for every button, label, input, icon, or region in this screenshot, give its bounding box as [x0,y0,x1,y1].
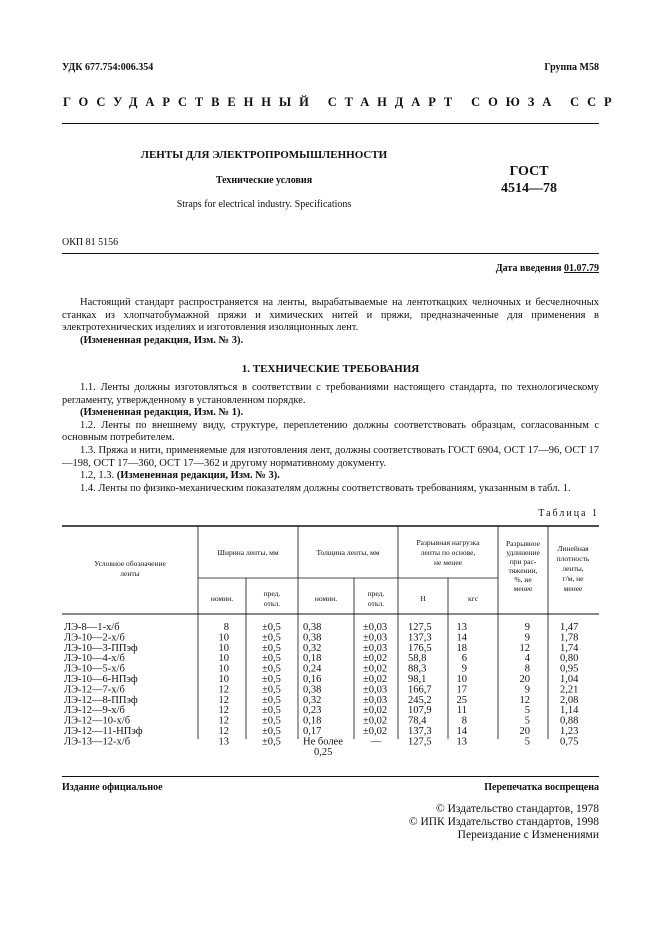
cell-elongation: 9 [524,622,530,633]
cell-thickness-tolerance: ±0,03 [363,642,388,654]
table-caption: Таблица 1 [538,508,599,519]
cell-linear-density: 0,75 [560,736,579,748]
cell-designation: ЛЭ-10—3-ППэф [64,642,138,654]
cell-thickness-nominal: 0,18 [303,715,322,727]
header-breaking-load: Разрывная нагрузка [416,538,480,547]
clause-1-1-note: (Измененная редакция, Изм. № 1). [80,407,244,419]
cell-thickness-nominal: 0,32 [303,694,322,706]
cell-thickness-tolerance: ±0,02 [363,705,388,717]
cell-width-nominal: 10 [218,653,229,665]
header-thickness-nominal: номин. [314,594,338,603]
cell-designation: ЛЭ-10—5-х/б [64,663,125,675]
document-title: ЛЕНТЫ ДЛЯ ЭЛЕКТРОПРОМЫШЛЕННОСТИ [140,149,388,161]
footer-rule [62,776,599,777]
cell-thickness-nominal: 0,18 [303,653,322,665]
cell-thickness-tolerance: — [370,736,382,748]
cell-width-tolerance: ±0,5 [262,632,281,644]
cell-width-tolerance: ±0,5 [262,726,281,737]
cell-width-nominal: 12 [218,694,229,706]
cell-load-newton: 166,7 [408,684,432,696]
group-code: Группа М58 [544,62,599,73]
cell-elongation: 12 [519,694,530,706]
header-breaking-load: не менее [434,558,462,567]
reissue-note: Переиздание с Изменениями [457,829,599,841]
cell-thickness-nominal: Не более [303,736,343,748]
cell-width-nominal: 12 [218,705,229,717]
cell-linear-density: 2,21 [560,684,579,696]
cell-thickness-nominal: 0,17 [303,726,322,737]
cell-linear-density: 1,23 [560,726,579,737]
cell-elongation: 5 [524,736,530,748]
header-elongation: %, не [514,575,532,584]
header-designation: ленты [120,569,140,578]
cell-thickness-nominal: 0,38 [303,622,322,633]
cell-width-nominal: 13 [218,736,229,748]
cell-linear-density: 1,04 [560,674,579,685]
cell-width-tolerance: ±0,5 [262,653,281,665]
cell-thickness-tolerance: ±0,02 [363,674,388,685]
cell-thickness-tolerance: ±0,03 [363,622,388,633]
cell-linear-density: 0,88 [560,715,579,727]
intro-text: Настоящий стандарт распространяется на ленты, вырабатываемые на лентоткацких челночных и бесчелночных станках из хлопчатобумажной пряжи и химических нитей и пряжи, предназначенные для применения в электротехнических изделиях и изготовления изоляционных лент. [62,297,599,334]
okp-code: ОКП 81 5156 [62,237,119,248]
cell-width-tolerance: ±0,5 [262,705,281,717]
cell-thickness-tolerance: ±0,02 [363,715,388,727]
official-edition: Издание официальное [62,782,163,793]
cell-load-newton: 58,8 [408,653,427,665]
clause-1-4: 1.4. Ленты по физико-механическим показателям должны соответствовать требованиям, указанным в табл. 1. [80,482,571,494]
cell-width-tolerance: ±0,5 [262,694,281,706]
cell-load-newton: 78,4 [408,715,427,727]
reprint-forbidden: Перепечатка воспрещена [484,782,599,793]
udk-code: УДК 677.754:006.354 [62,62,154,73]
cell-load-newton: 137,3 [408,632,432,644]
cell-load-kgf: 13 [456,736,467,748]
cell-linear-density: 1,74 [560,642,579,654]
cell-elongation: 20 [519,726,530,737]
header-elongation: Разрывное [506,539,540,548]
cell-linear-density: 0,80 [560,653,579,665]
cell-width-nominal: 10 [218,674,229,685]
cell-width-nominal: 8 [223,622,229,633]
cell-width-tolerance: ±0,5 [262,642,281,654]
cell-elongation: 9 [524,684,530,696]
header-load-kgf: кгс [467,594,479,603]
cell-width-nominal: 10 [218,632,229,644]
header-linear-density: менее [563,584,583,593]
header-width-tolerance: пред. [263,589,281,598]
cell-load-kgf: 14 [456,726,467,737]
header-load-newton: Н [420,594,426,603]
header-thickness: Толщина ленты, мм [316,548,380,557]
cell-width-nominal: 10 [218,663,229,675]
cell-designation: ЛЭ-12—7-х/б [64,684,125,696]
cell-width-tolerance: ±0,5 [262,684,281,696]
cell-thickness-nominal: 0,23 [303,705,322,717]
cell-designation: ЛЭ-10—6-НПэф [64,674,138,685]
header-thickness-tolerance: пред. [367,589,385,598]
cell-elongation: 9 [524,632,530,644]
state-standard-heading: ГОСУДАРСТВЕННЫЙ СТАНДАРТ СОЮЗА ССР [63,95,620,109]
cell-thickness-tolerance: ±0,02 [363,653,388,665]
document-title-english: Straps for electrical industry. Specifications [176,199,352,210]
cell-load-newton: 245,2 [408,694,432,706]
cell-load-kgf: 17 [456,684,467,696]
cell-thickness-tolerance: ±0,02 [363,726,388,737]
cell-width-tolerance: ±0,5 [262,715,281,727]
clause-1-2-1-3-prefix: 1.2, 1.3. [80,470,115,482]
cell-designation: ЛЭ-10—2-х/б [64,632,125,644]
document-subtitle: Технические условия [215,175,313,186]
cell-elongation: 12 [519,642,530,654]
date-value: 01.07.79 [564,263,599,274]
cell-linear-density: 1,14 [560,705,579,717]
cell-designation: ЛЭ-12—10-х/б [64,715,131,727]
cell-load-kgf: 25 [456,694,467,706]
cell-elongation: 5 [524,705,530,717]
header-linear-density: ленты, [562,564,584,573]
cell-load-newton: 88,3 [408,663,427,675]
cell-width-tolerance: ±0,5 [262,663,281,675]
cell-width-tolerance: ±0,5 [262,674,281,685]
cell-width-tolerance: ±0,5 [262,736,281,748]
section-1-title: 1. ТЕХНИЧЕСКИЕ ТРЕБОВАНИЯ [241,363,420,375]
cell-thickness-nominal: 0,24 [303,663,322,675]
cell-width-tolerance: ±0,5 [262,622,281,633]
header-breaking-load: ленты по основе, [420,548,476,557]
cell-load-kgf: 11 [456,705,467,717]
cell-load-newton: 127,5 [408,622,432,633]
header-width-nominal: номин. [210,594,234,603]
copyright-1998: © ИПК Издательство стандартов, 1998 [408,816,599,828]
cell-thickness-nominal: 0,38 [303,684,322,696]
cell-elongation: 8 [524,663,530,675]
cell-load-kgf: 6 [461,653,467,665]
clause-1-2: 1.2. Ленты по внешнему виду, структуре, переплетению должны соответствовать образцам, согласованным с основным потребителем. [62,419,599,444]
cell-designation: ЛЭ-8—1-х/б [64,622,120,633]
cell-load-newton: 107,9 [408,705,432,717]
header-elongation: менее [513,584,533,593]
intro-note: (Измененная редакция, Изм. № 3). [80,334,244,346]
cell-designation: ЛЭ-12—8-ППэф [64,694,138,706]
cell-elongation: 5 [524,715,530,727]
header-elongation: тяжении, [508,566,538,575]
cell-designation: ЛЭ-12—9-х/б [64,705,125,717]
gost-label: ГОСТ [509,164,549,179]
cell-load-newton: 176,5 [408,642,432,654]
date-label: Дата введения [495,263,562,274]
cell-thickness-tolerance: ±0,02 [363,663,388,675]
cell-load-kgf: 10 [456,674,467,685]
cell-load-kgf: 18 [456,642,467,654]
cell-thickness-tolerance: ±0,03 [363,632,388,644]
cell-linear-density: 1,47 [560,622,579,633]
cell-designation: ЛЭ-10—4-х/б [64,653,125,665]
cell-elongation: 20 [519,674,530,685]
cell-load-kgf: 8 [461,715,467,727]
header-elongation: удлинение [506,548,540,557]
header-width: Ширина ленты, мм [217,548,279,557]
copyright-1978: © Издательство стандартов, 1978 [435,803,599,815]
header-linear-density: плотность [556,554,590,563]
header-designation: Условное обозначение [94,559,166,568]
cell-width-nominal: 10 [218,642,229,654]
cell-width-nominal: 12 [218,684,229,696]
header-elongation: при рас- [509,557,537,566]
clause-1-3: 1.3. Пряжа и нити, применяемые для изготовления лент, должны соответствовать ГОСТ 6904, ОСТ 17—96, ОСТ 17—198, ОСТ 17—360, ОСТ 17—362 и другому нормативному документу. [62,444,599,469]
cell-load-newton: 98,1 [408,674,427,685]
gost-number: 4514—78 [501,181,557,196]
clause-1-1: 1.1. Ленты должны изготовляться в соответствии с требованиями настоящего стандарта, по технологическому регламенту, утвержденному в установленном порядке. [62,382,599,406]
cell-thickness-nominal: 0,32 [303,642,322,654]
cell-elongation: 4 [524,653,530,665]
cell-load-kgf: 14 [456,632,467,644]
cell-thickness-nominal: 0,16 [303,674,322,685]
clause-1-2-1-3-note-text: (Измененная редакция, Изм. № 3). [116,470,280,482]
header-linear-density: г/м, не [562,574,584,583]
cell-thickness-nominal: 0,38 [303,632,322,644]
cell-linear-density: 2,08 [560,694,579,706]
cell-width-nominal: 12 [218,715,229,727]
header-linear-density: Линейная [557,544,589,553]
cell-load-kgf: 13 [456,622,467,633]
cell-designation: ЛЭ-12—11-НПэф [64,726,143,737]
cell-thickness-extra: 0,25 [314,746,333,758]
cell-load-newton: 137,3 [408,726,432,737]
cell-thickness-tolerance: ±0,03 [363,694,388,706]
cell-linear-density: 1,78 [560,632,579,644]
cell-linear-density: 0,95 [560,663,579,675]
cell-load-kgf: 9 [461,663,467,675]
cell-width-nominal: 12 [218,726,229,737]
cell-thickness-tolerance: ±0,03 [363,684,388,696]
header-thickness-tolerance: откл. [367,599,385,608]
header-width-tolerance: откл. [263,599,281,608]
cell-load-newton: 127,5 [408,736,432,748]
cell-designation: ЛЭ-13—12-х/б [64,736,131,748]
